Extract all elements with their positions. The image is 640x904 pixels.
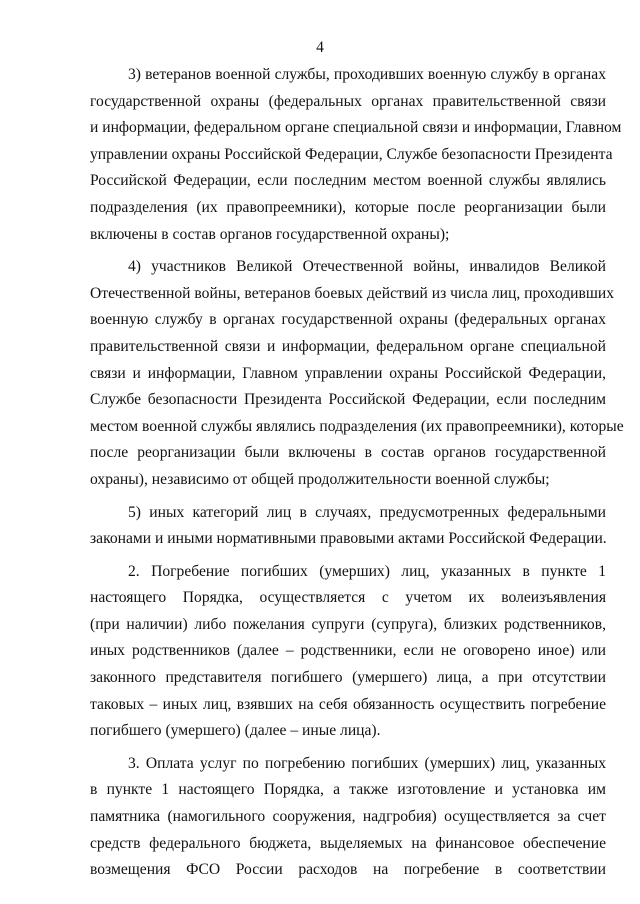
page-number: 4 — [316, 39, 324, 56]
text-line: 5) иных категорий лиц в случаях, предусмотренных федеральными — [128, 503, 606, 521]
text-line: Российской Федерации, если последним местом военной службы являлись — [90, 172, 606, 190]
text-line: возмещения ФСО России расходов на погребение в соответствии — [90, 861, 606, 879]
text-line: в пункте 1 настоящего Порядка, а также изготовление и установка им — [90, 781, 606, 799]
text-line: Службе безопасности Президента Российской Федерации, если последним — [90, 391, 606, 409]
text-line: (при наличии) либо пожелания супруги (супруга), близких родственников, — [90, 615, 606, 633]
text-line: связи и информации, Главном управлении охраны Российской Федерации, — [90, 364, 606, 382]
text-line: подразделения (их правопреемники), которые после реорганизации были — [90, 198, 606, 216]
text-line: государственной охраны (федеральных органах правительственной связи — [90, 92, 606, 110]
text-line: 4) участников Великой Отечественной войны, инвалидов Великой — [128, 258, 606, 276]
text-line: охраны), независимо от общей продолжительности военной службы; — [90, 470, 550, 488]
text-line: памятника (намогильного сооружения, надгробия) осуществляется за счет — [90, 808, 606, 826]
text-line: правительственной связи и информации, федеральном органе специальной — [90, 337, 606, 355]
text-line: средств федерального бюджета, выделяемых на финансовое обеспечение — [90, 834, 606, 852]
text-line: погибшего (умершего) (далее – иные лица). — [90, 722, 381, 740]
text-line: после реорганизации были включены в состав органов государственной — [90, 444, 606, 462]
text-line: и информации, федеральном органе специальной связи и информации, Главном — [90, 119, 622, 137]
paragraph-item-4 — [90, 254, 624, 493]
paragraph-section-2 — [90, 559, 606, 745]
text-line: Отечественной войны, ветеранов боевых действий из числа лиц, проходивших — [90, 284, 615, 302]
text-line: местом военной службы являлись подразделения (их правопреемники), которые — [90, 417, 624, 435]
text-line: иных родственников (далее – родственники, если не оговорено иное) или — [90, 642, 606, 660]
text-line: управлении охраны Российской Федерации, Службе безопасности Президента — [90, 145, 613, 163]
text-line: 3. Оплата услуг по погребению погибших (умерших) лиц, указанных — [128, 754, 606, 772]
text-line: настоящего Порядка, осуществляется с учетом их волеизъявления — [90, 589, 606, 607]
text-line: законами и иными нормативными правовыми актами Российской Федерации. — [90, 530, 607, 548]
text-line: таковых – иных лиц, взявших на себя обязанность осуществить погребение — [90, 695, 606, 713]
text-line: включены в состав органов государственной охраны); — [90, 225, 450, 243]
text-line: военную службу в органах государственной охраны (федеральных органах — [90, 311, 606, 329]
document-body — [90, 62, 624, 884]
text-line: законного представителя погибшего (умершего) лица, а при отсутствии — [90, 669, 606, 687]
paragraph-item-3 — [90, 62, 622, 248]
paragraph-item-5 — [90, 500, 606, 553]
text-line: 2. Погребение погибших (умерших) лиц, указанных в пункте 1 — [128, 562, 606, 580]
paragraph-section-3 — [90, 751, 606, 884]
text-line: 3) ветеранов военной службы, проходивших военную службу в органах — [128, 66, 606, 83]
